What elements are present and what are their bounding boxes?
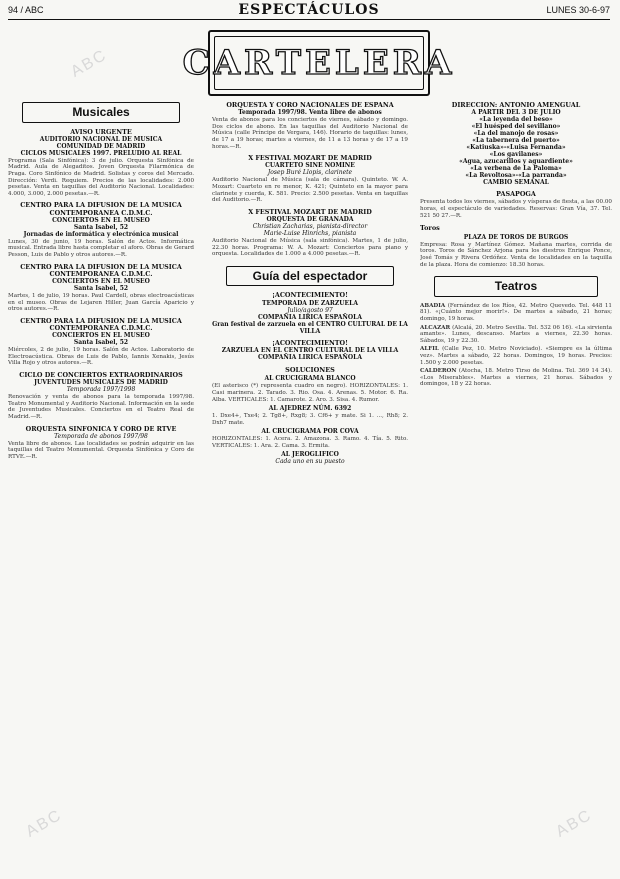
- zarzuela-title: «La verbena de La Paloma»: [470, 165, 562, 173]
- theatre-name: ALCAZAR: [420, 324, 451, 331]
- listing-address: Santa Isabel, 52: [73, 223, 129, 231]
- section-title: ESPECTÁCULOS: [238, 2, 380, 18]
- listing-heading: AUDITORIO NACIONAL DE MUSICA: [39, 135, 163, 143]
- masthead: [182, 30, 456, 96]
- page-header: [8, 2, 610, 18]
- zarzuela-title: «La Revoltosa»-«La parranda»: [465, 172, 567, 180]
- header-rule: [8, 19, 610, 20]
- listing-zarzuela-1: [212, 292, 408, 334]
- listing-rtve: [8, 426, 194, 461]
- theatre-entry: [420, 303, 612, 323]
- listing-subtitle: Temporada 1997/1998: [66, 386, 136, 394]
- section-box-teatros: Teatros: [434, 276, 598, 297]
- listing-subtitle: Julio/agosto 97: [287, 306, 333, 314]
- solution-heading: AL CRUCIGRAMA POR COVA: [261, 428, 359, 436]
- listing-subtitle: Temporada 1997/98. Venta libre de abonos: [238, 109, 382, 117]
- listing-heading: JUVENTUDES MUSICALES DE MADRID: [34, 379, 168, 387]
- issue-date: LUNES 30-6-97: [546, 5, 610, 15]
- listing-heading: PASAPOGA: [496, 190, 536, 199]
- theatre-text: (Calle Pez, 10. Metro Noviciado). «Siempre es la última vez». Martes a sábado, 22 horas. Domingos, 19 horas. Precios: 1.500 y 2.000 pesetas.: [420, 346, 612, 366]
- listing-text: Venta de abonos para los conciertos de viernes, sábado y domingo. Dos ciclos de abono. En las taquillas del Auditorio Nacional de Música (calle Príncipe de Vergara, 146). Horario de taquillas: lunes, de 17 a 19 horas; martes a viernes, de 11 a 13 horas y de 17 a 19 horas.—R.: [212, 117, 408, 150]
- theatre-listing: [420, 303, 612, 388]
- listing-zarzuela-2: [212, 340, 408, 361]
- listing-cdmc-2: [8, 264, 194, 313]
- listing-text: Empresa: Rosa y Martínez Gómez. Mañana martes, corrida de toros. Toros de Sánchez Arjona para los diestros Enrique Ponce, José Tomás y Rivera Ordóñez. Venta de localidades en la taquilla de la plaza. Hora de comienzo: 18.30 horas.: [420, 241, 612, 268]
- zarzuela-title: «Los gavilanes»: [489, 151, 543, 159]
- solution-heading: AL JEROGLIFICO: [281, 451, 339, 459]
- listing-pasapoga: [420, 191, 612, 219]
- listing-heading: CICLO DE CONCIERTOS EXTRAORDINARIOS: [19, 370, 183, 379]
- listing-text: Renovación y venta de abonos para la temporada 1997/98. Teatro Monumental y Auditorio Nacional. Información en la sede de Juventudes Musicales. Conciertos en el Teatro Real de Madrid.—R.: [8, 394, 194, 420]
- listing-heading: TEMPORADA DE ZARZUELA: [262, 299, 358, 307]
- listing-subtitle: Jornadas de informática y electrónica musical: [23, 230, 179, 238]
- page-number: 94 / ABC: [8, 5, 44, 15]
- solution-heading: AL AJEDREZ NÚM. 6392: [268, 405, 352, 413]
- listing-text: Presenta todos los viernes, sábados y vísperas de fiesta, a las 00.00 horas, el espectáculo de variedades. Reservas: Gran Vía, 37. Tel. 521 50 27.—R.: [420, 199, 612, 219]
- listing-text: Martes, 1 de julio, 19 horas. Paul Cardell, obras electroacústicas en el museo. Obras de Lejaren Hiller, Juan García Aparicio y otros autores.—R.: [8, 292, 194, 313]
- listing-heading: ¡ACONTECIMIENTO!: [272, 291, 348, 300]
- listing-heading: ¡ACONTECIMIENTO!: [272, 338, 348, 347]
- listing-heading: ORQUESTA SINFONICA Y CORO DE RTVE: [25, 424, 177, 433]
- listing-heading: Gran festival de zarzuela en el CENTRO CULTURAL DE LA VILLA: [212, 320, 408, 335]
- listing-text: Venta libre de abonos. Las localidades se podrán adquirir en las taquillas del Teatro Monumental. Orquesta Sinfónica y Coro de RTVE.—R.: [8, 440, 194, 460]
- listing-juventudes: [8, 372, 194, 421]
- listing-cdmc-1: [8, 202, 194, 258]
- listing-auditorio: [8, 129, 194, 198]
- listing-subtitle: Marie-Luise Hinrichs, pianista: [263, 229, 357, 237]
- theatre-name: ALFIL: [420, 346, 439, 353]
- theatre-name: CALDERON: [420, 368, 457, 375]
- theatre-name: ABADIA: [420, 302, 446, 309]
- theatre-entry: [420, 325, 612, 345]
- listing-subtitle: Josep Buré Llopis, clarinete: [267, 169, 353, 177]
- solutions: [212, 367, 408, 466]
- theatre-entry: [420, 346, 612, 366]
- listing-heading: CONCIERTOS EN EL MUSEO: [52, 332, 150, 340]
- listing-subtitle: Christian Zacharias, pianista-director: [252, 222, 368, 230]
- listing-heading: CUARTETO SINE NOMINE: [265, 162, 355, 170]
- listing-heading: X FESTIVAL MOZART DE MADRID: [248, 154, 372, 163]
- listing-text: Auditorio Nacional de Música (sala sinfónica). Martes, 1 de julio, 22.30 horas. Programa: W. A. Mozart: Conciertos para piano y orquesta. Localidades de 1.000 a 4.000 pesetas.—R.: [212, 237, 408, 258]
- zarzuela-title: «Katiuska»-«Luisa Fernanda»: [466, 144, 566, 152]
- theatre-entry: [420, 368, 612, 388]
- zarzuela-title: «Agua, azucarillos y aguardiente»: [459, 158, 573, 166]
- listing-heading: CONCIERTOS EN EL MUSEO: [52, 216, 150, 224]
- listing-heading: PLAZA DE TOROS DE BURGOS: [463, 233, 569, 241]
- zarzuela-title: CAMBIO SEMANAL: [483, 179, 549, 187]
- column-right: [420, 102, 612, 872]
- listing-toros: [420, 225, 612, 268]
- listing-heading: COMPAÑIA LIRICA ESPAÑOLA: [258, 313, 362, 321]
- watermark: ABC: [23, 806, 66, 841]
- listing-text: Auditorio Nacional de Música (sala de cámara). Quinteto. W. A. Mozart: Cuarteto en re menor, K. 421; Quinteto en la mayor para clarinete y cuerda, K. 581. Precio: 2.500 pesetas. Venta en taquillas del Auditorio.—R.: [212, 177, 408, 204]
- theatre-text: (Alcalá, 20. Metro Sevilla. Tel. 532 06 16). «La sirvienta amante». Lunes, descanso. Martes a viernes, 22.30 horas. Sábados, 19 y 22.30.: [420, 324, 612, 344]
- theatre-text: (Fernández de los Ríos, 42. Metro Quevedo. Tel. 448 11 81). «¡Cuánto mejor morir!». De martes a sábado, 21 horas; domingo, 19 horas.: [420, 302, 612, 322]
- listing-mozart-1: [212, 155, 408, 204]
- zarzuela-title: «El huésped del sevillano»: [471, 123, 561, 131]
- listing-cdmc-3: [8, 318, 194, 367]
- column-center: [212, 102, 408, 872]
- listing-amengual: [420, 102, 612, 186]
- listing-subtitle: Temporada de abonos 1997/98: [54, 432, 148, 440]
- section-box-musicales: Musicales: [22, 102, 180, 123]
- watermark: ABC: [68, 46, 111, 81]
- section-box-guia: Guía del espectador: [226, 266, 394, 287]
- listing-heading: CICLOS MUSICALES 1997. PRELUDIO AL REAL: [20, 149, 182, 157]
- solution-text: (El asterisco (*) representa cuadro en negro). HORIZONTALES: 1. Casi marinera. 2. Tarado. 3. Rio. Osa. 4. Arenas. 5. Motor. 6. Ra. Alba. VERTICALES: 1. Camarote. 2. Aro. 3. Sisa. 4. Rumor.: [212, 383, 408, 403]
- solution-text: 1. Dxe4+, Txe4; 2. Tg8+, Rxg8; 3. Cf6+ y mate. Si 1. ..., Rh8; 2. Dxh7 mate.: [212, 413, 408, 426]
- listing-text: Lunes, 30 de junio, 19 horas. Salón de Actos. Informática musical. Entrada libre hasta completar el aforo. Obras de Gerard Pesson, Luis de Pablo y otros autores.—R.: [8, 238, 194, 258]
- zarzuela-title: «La del manojo de rosas»: [473, 130, 559, 138]
- listing-text: Miércoles, 2 de julio, 19 horas. Salón de Actos. Laboratorio de Electroacústica. Obras de Luis de Pablo, Iannis Xenakis, Jesús Villa Rojo y otros autores.—R.: [8, 347, 194, 367]
- listing-ocne: [212, 102, 408, 150]
- listing-text: Programa (Sala Sinfónica): 3 de julio. Orquesta Sinfónica de Madrid. Aula de Alegaditos. Joven Orquesta Filarmónica de Praga. Coro Sinfónico de Madrid. Solistas y coros del Mercado. Dirección: Verdi. Requiem. Precios de las localidades: 2.000 pesetas. Venta en taquillas del Auditorio Nacional. Localidades: 4.000, 3.000, 2.000 pesetas.—R.: [8, 157, 194, 197]
- solution-text: Cada uno en su puesto: [275, 458, 345, 466]
- masthead-title: CARTELERA: [214, 36, 424, 90]
- listing-mozart-2: [212, 209, 408, 258]
- listing-heading: COMUNIDAD DE MADRID: [56, 142, 146, 150]
- listing-heading: CENTRO PARA LA DIFUSION DE LA MUSICA CONTEMPORANEA C.D.M.C.: [20, 316, 182, 332]
- listing-address: Santa Isabel, 52: [73, 284, 129, 292]
- watermark: ABC: [553, 806, 596, 841]
- column-musicales: [8, 102, 194, 872]
- zarzuela-title: «La tabernera del puerto»: [472, 137, 560, 145]
- listing-heading: ORQUESTA Y CORO NACIONALES DE ESPAÑA: [226, 102, 394, 109]
- zarzuela-title: «La leyenda del beso»: [479, 116, 553, 124]
- listing-heading: ZARZUELA EN EL CENTRO CULTURAL DE LA VILLA: [221, 346, 399, 354]
- solution-heading: AL CRUCIGRAMA BLANCO: [264, 375, 356, 383]
- theatre-text: (Atocha, 18. Metro Tirso de Molina. Tel. 369 14 34). «Los Miserables». Martes a viernes, 21 horas. Sábados y domingos, 18 y 22 horas.: [420, 368, 612, 388]
- listing-address: Santa Isabel, 52: [73, 339, 129, 347]
- listing-heading: COMPAÑIA LIRICA ESPAÑOLA: [258, 353, 362, 361]
- listing-heading: CONCIERTOS EN EL MUSEO: [52, 277, 150, 285]
- listing-heading: DIRECCION: ANTONIO AMENGUAL: [451, 102, 581, 109]
- listing-heading: ORQUESTA DE GRANADA: [266, 215, 354, 223]
- solution-text: HORIZONTALES: 1. Acera. 2. Amazona. 3. Ramo. 4. Tía. 5. Rito. VERTICALES: 1. Ara. 2. Cama. 3. Ermita.: [212, 436, 408, 449]
- solutions-title: SOLUCIONES: [285, 365, 335, 374]
- listing-heading: CENTRO PARA LA DIFUSION DE LA MUSICA CONTEMPORANEA C.D.M.C.: [20, 262, 182, 278]
- section-label-toros: Toros: [420, 224, 440, 233]
- listing-heading: A PARTIR DEL 3 DE JULIO: [471, 109, 561, 117]
- listing-heading: AVISO URGENTE: [70, 127, 132, 136]
- listing-heading: X FESTIVAL MOZART DE MADRID: [248, 207, 372, 216]
- listing-heading: CENTRO PARA LA DIFUSION DE LA MUSICA CONTEMPORANEA C.D.M.C.: [20, 201, 182, 217]
